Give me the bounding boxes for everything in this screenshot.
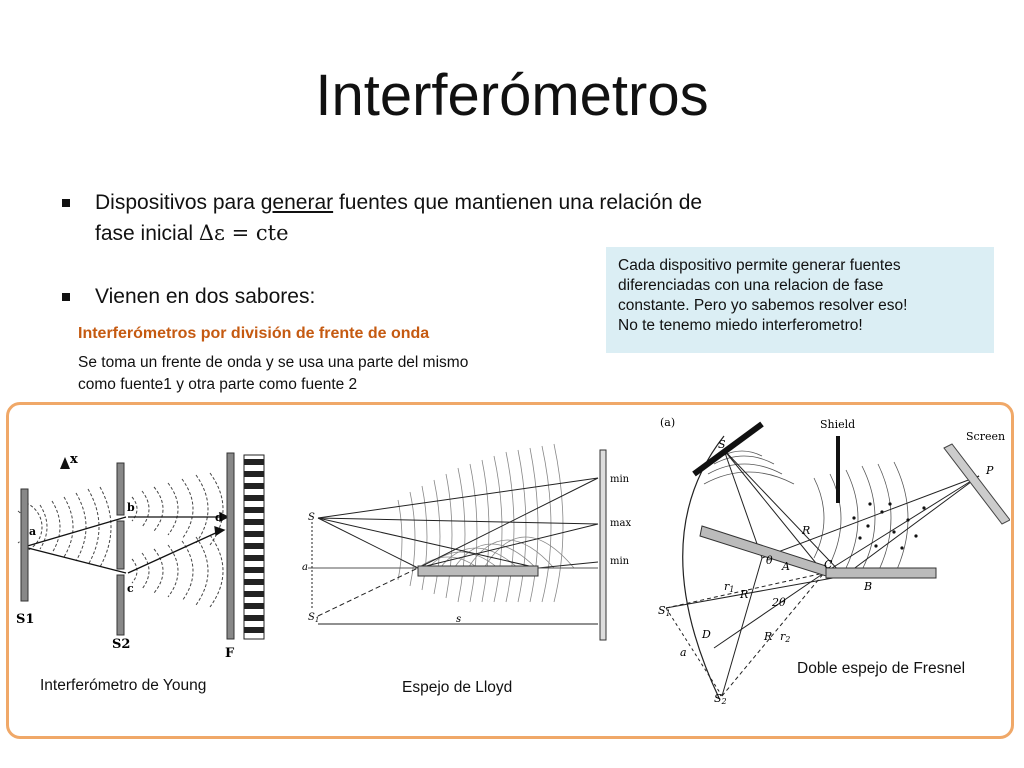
fresnel-source-slit xyxy=(694,424,762,474)
young-screen-f xyxy=(227,453,234,639)
lloyd-diagram xyxy=(298,440,648,650)
fresnel-label-s: S xyxy=(718,438,726,451)
fresnel-label-shield: Shield xyxy=(820,418,856,431)
fresnel-screen xyxy=(944,444,1010,524)
caption-young: Interferómetro de Young xyxy=(40,677,207,694)
young-fringes xyxy=(244,455,264,639)
young-label-x: x xyxy=(70,452,78,467)
fresnel-label-theta: θ xyxy=(766,554,773,567)
note-box xyxy=(606,247,994,353)
lloyd-label-min-bottom: min xyxy=(610,556,630,567)
fresnel-label-b: B xyxy=(864,580,873,593)
lloyd-label-dist: s xyxy=(456,614,462,625)
page-title: Interferómetros xyxy=(315,63,709,128)
bullet-text: fase inicial xyxy=(95,222,199,245)
fresnel-label-r2: r2 xyxy=(780,630,791,644)
fresnel-label-s2: S2 xyxy=(714,692,727,706)
young-slit-s1 xyxy=(21,489,28,601)
underlined-word: generar xyxy=(260,191,334,214)
caption-fresnel: Doble espejo de Fresnel xyxy=(797,660,966,677)
bullet-marker xyxy=(62,199,70,207)
fresnel-arc xyxy=(683,436,724,698)
fresnel-label-panel: (a) xyxy=(660,416,676,429)
lloyd-mirror xyxy=(418,566,538,576)
subsection-line: Se toma un frente de onda y se usa una parte del mismo xyxy=(78,354,469,371)
lloyd-label-s1: $S_1$ xyxy=(308,612,320,624)
lloyd-label-s: S xyxy=(308,512,315,523)
note-line: diferenciadas con una relacion de fase xyxy=(618,277,884,294)
subsection-heading: Interferómetros por división de frente de onda xyxy=(78,325,430,342)
fresnel-label-two-theta: 2θ xyxy=(772,596,786,609)
fresnel-label-p: P xyxy=(986,464,994,477)
young-label-f: F xyxy=(225,646,235,661)
fresnel-label-r-low: R xyxy=(764,630,773,643)
fresnel-label-c: C xyxy=(824,558,833,571)
young-label-d: d xyxy=(215,511,223,524)
fresnel-mirror-right xyxy=(826,568,936,578)
bullet-marker xyxy=(62,293,70,301)
fresnel-wavefronts xyxy=(704,451,908,576)
fresnel-label-s1: S1 xyxy=(658,604,671,618)
bullet-flavors-text: Vienen en dos sabores: xyxy=(95,285,316,308)
bullet-devices-line2 xyxy=(95,218,289,249)
note-line: constante. Pero yo sabemos resolver eso! xyxy=(618,297,908,314)
young-label-b: b xyxy=(127,501,135,514)
young-rays xyxy=(24,513,228,573)
young-slit-s2-top xyxy=(117,463,124,515)
lloyd-label-max: max xyxy=(610,518,632,529)
bullet-devices-line1 xyxy=(95,188,702,218)
young-label-c: c xyxy=(127,582,134,595)
fresnel-label-d: D xyxy=(702,628,711,641)
fresnel-label-screen: Screen xyxy=(966,430,1006,443)
young-label-a: a xyxy=(29,525,37,538)
lloyd-label-min-top: min xyxy=(610,474,630,485)
subsection-line: como fuente1 y otra parte como fuente 2 xyxy=(78,376,358,393)
fresnel-label-r-mid: R xyxy=(740,588,749,601)
fresnel-label-r-top: R xyxy=(802,524,811,537)
phase-formula: Δε = cte xyxy=(198,221,289,245)
note-line: Cada dispositivo permite generar fuentes xyxy=(618,257,901,274)
subsection-body xyxy=(78,352,468,396)
bullet-text: Dispositivos para xyxy=(95,191,261,214)
lloyd-screen xyxy=(600,450,606,640)
young-x-arrow xyxy=(60,457,70,469)
fresnel-label-a: A xyxy=(782,560,790,573)
young-diagram xyxy=(10,435,280,665)
young-label-s2: S2 xyxy=(112,637,131,652)
lloyd-rays xyxy=(308,478,598,624)
bullet-text: fuentes que mantienen una relación de xyxy=(333,191,703,214)
lloyd-label-a: a xyxy=(302,562,308,573)
caption-lloyd: Espejo de Lloyd xyxy=(402,679,513,696)
young-slit-s2-mid xyxy=(117,521,124,569)
fresnel-label-r1: r1 xyxy=(724,580,735,594)
note-line: No te tenemo miedo interferometro! xyxy=(618,317,863,334)
young-slit-s2-bottom xyxy=(117,575,124,635)
fresnel-label-alpha: a xyxy=(680,646,687,659)
young-label-s1: S1 xyxy=(16,612,35,627)
